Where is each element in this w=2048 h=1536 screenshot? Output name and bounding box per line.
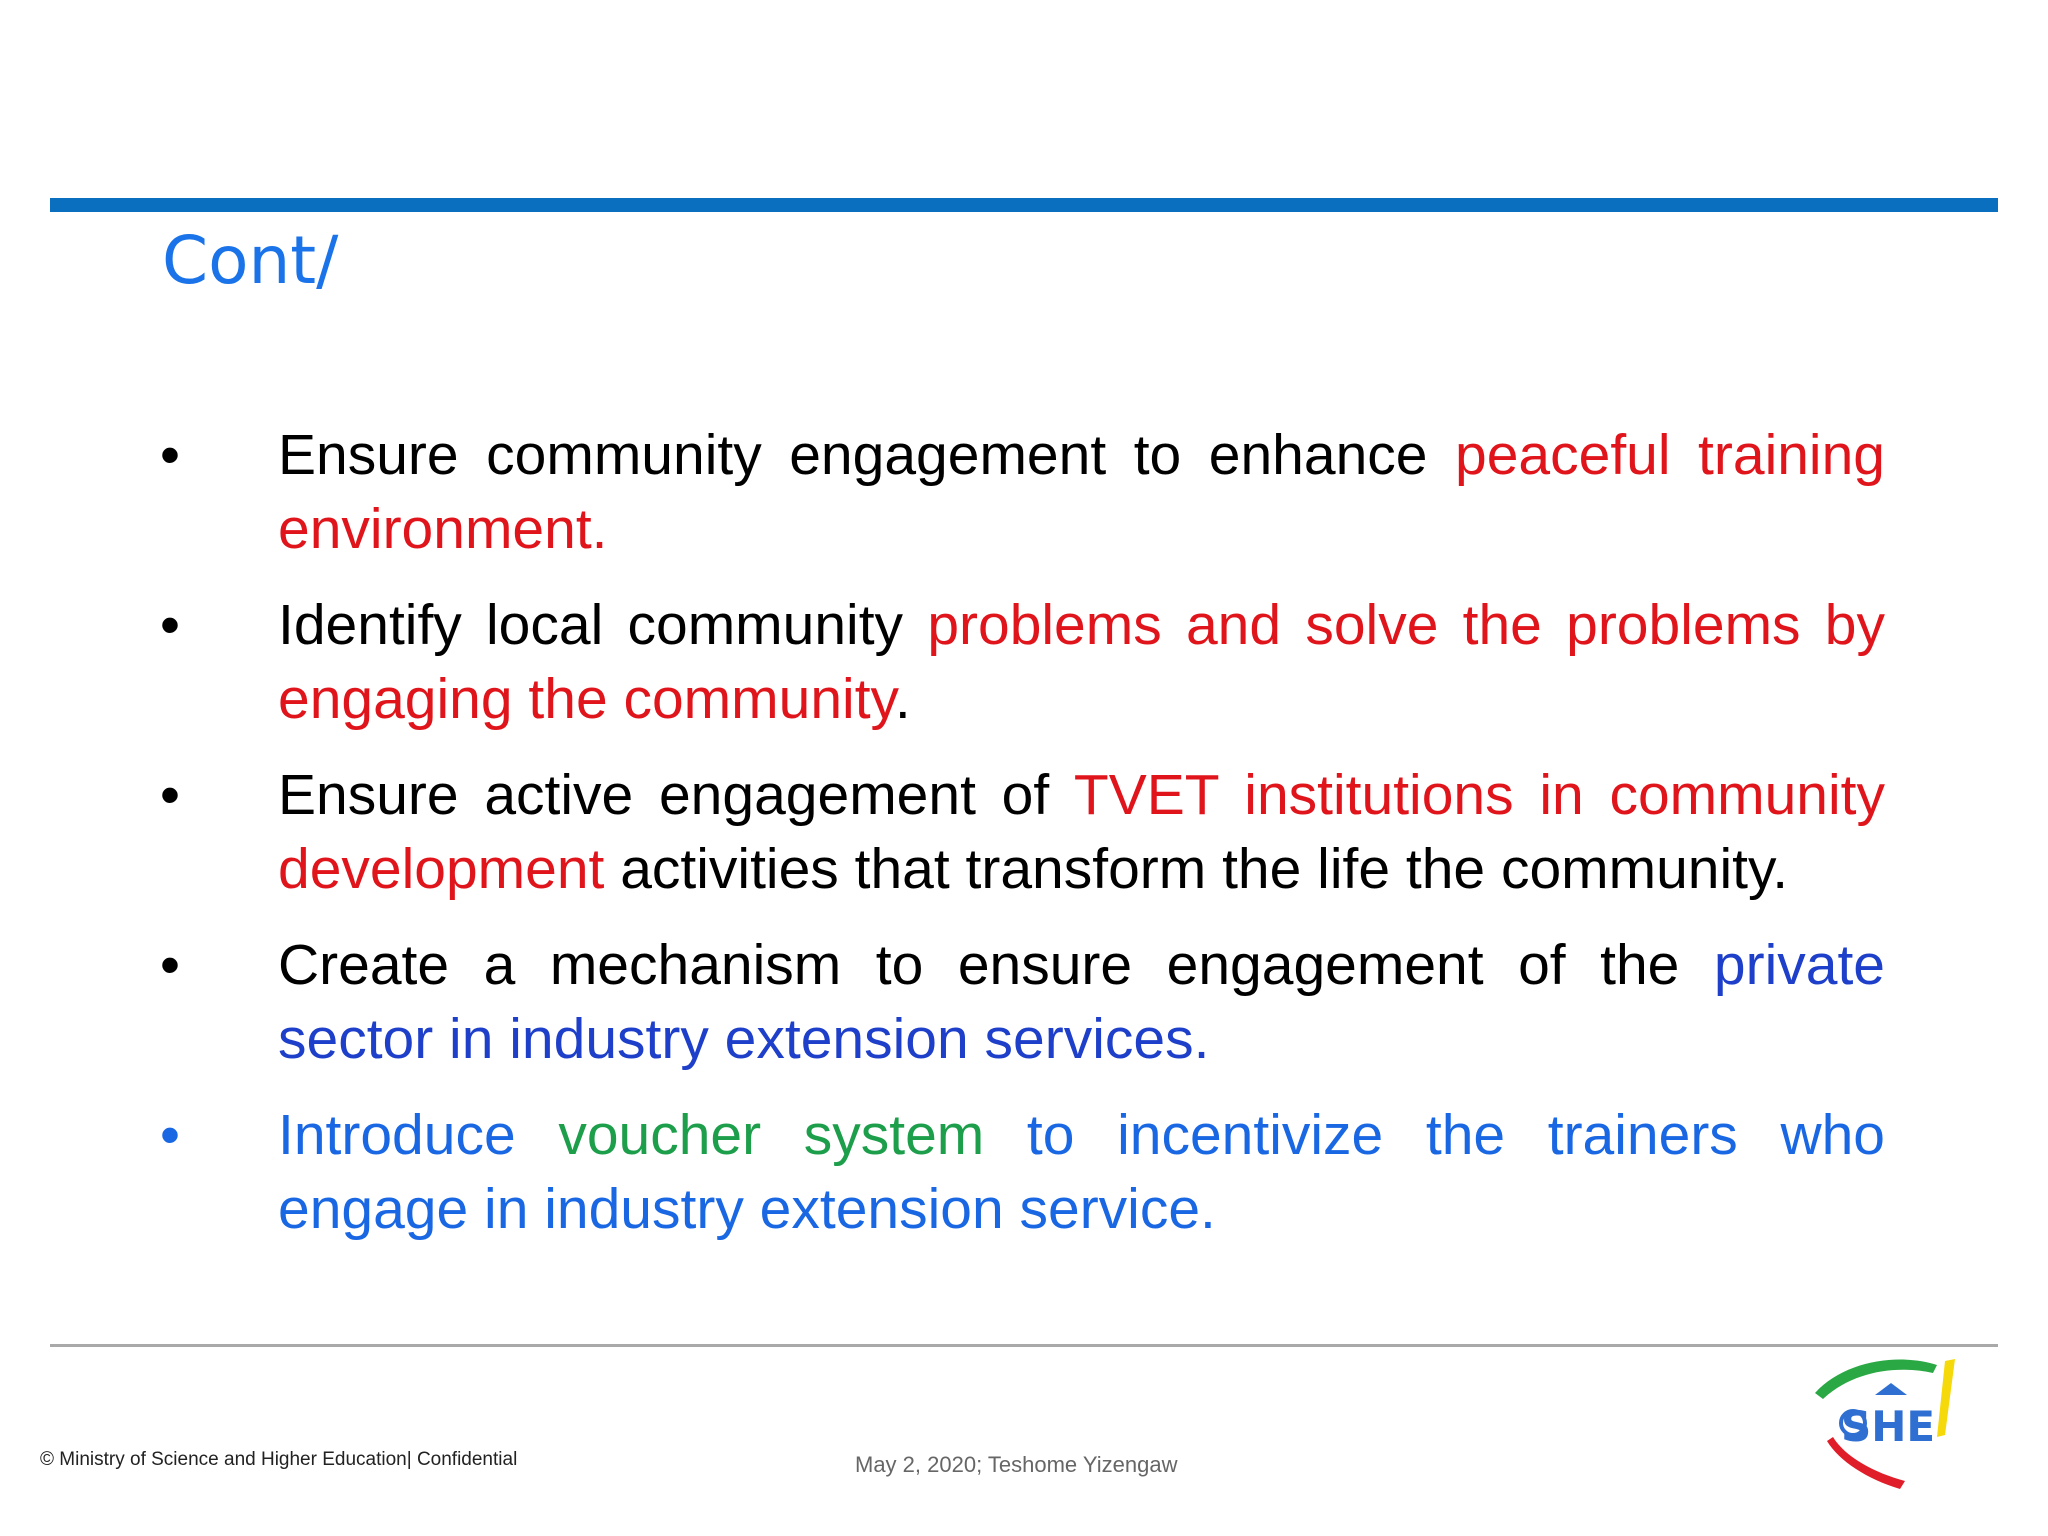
footer-divider [50, 1344, 1998, 1347]
bullet-text [278, 933, 1885, 1071]
bullet-marker: • [160, 763, 180, 827]
bullet-marker: • [160, 423, 180, 487]
text-segment: Introduce [278, 1103, 559, 1167]
highlight-segment: problems and solve the problems by engaging the community [278, 593, 1885, 731]
bullet-marker: • [160, 933, 180, 997]
text-segment: to incentivize the trainers who engage in industry extension service. [278, 1103, 1886, 1241]
highlight-segment: TVET institutions in community development [278, 763, 1886, 901]
date-author: May 2, 2020; Teshome Yizengaw [855, 1452, 1178, 1477]
text-segment: . [894, 667, 911, 731]
bullet-text [278, 593, 1885, 731]
bullet-list [160, 418, 1885, 1268]
bullet-item [160, 418, 1885, 566]
bullet-marker: • [160, 1103, 180, 1167]
bullet-text [278, 1103, 1885, 1241]
text-segment: Identify local community [278, 593, 928, 657]
text-segment: Ensure community engagement to enhance [278, 423, 1456, 487]
text-segment: activities that transform the life the community. [604, 837, 1789, 901]
she-logo-icon [1805, 1355, 1970, 1495]
highlight-segment: voucher system [558, 1103, 985, 1167]
text-segment: Ensure active engagement of [278, 763, 1074, 827]
highlight-segment: peaceful training environment. [278, 423, 1886, 561]
bullet-text [278, 763, 1885, 901]
bullet-marker: • [160, 593, 180, 657]
bullet-text [278, 423, 1885, 561]
logo-text: SHE [1841, 1402, 1936, 1451]
highlight-segment: private sector in industry extension services. [278, 933, 1885, 1071]
title-divider [50, 198, 1998, 212]
bullet-item [160, 588, 1885, 736]
text-segment: Create a mechanism to ensure engagement of the [278, 933, 1714, 997]
copyright-notice: © Ministry of Science and Higher Education| Confidential [40, 1449, 518, 1470]
bullet-item [160, 758, 1885, 906]
slide-title: Cont/ [162, 222, 339, 299]
logo-graphic [1805, 1355, 1970, 1495]
bullet-item [160, 928, 1885, 1076]
bullet-item [160, 1098, 1885, 1246]
